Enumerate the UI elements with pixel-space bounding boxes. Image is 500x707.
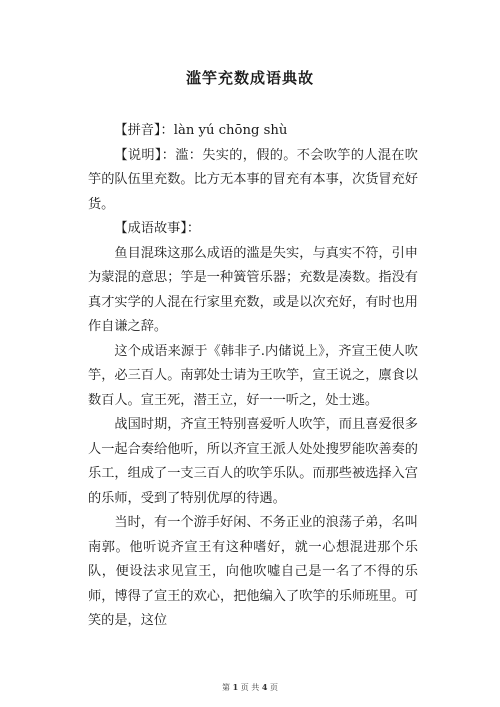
footer-page-number: 1 xyxy=(232,682,239,692)
footer-suffix: 页 xyxy=(269,683,278,692)
footer-total-pages: 4 xyxy=(261,682,268,692)
story-paragraph-3: 战国时期，齐宣王特别喜爱听人吹竽，而且喜爱很多人一起合奏给他听，所以齐宣王派人处处搜罗能吹善奏的乐工，组成了一支三百人的吹竽乐队。而那些被选择入宫的乐师，受到了特别优厚的待遇。 xyxy=(88,417,418,506)
footer-middle: 页 共 xyxy=(240,683,260,692)
story-paragraph-4: 当时，有一个游手好闲、不务正业的浪荡子弟，名叫南郭。他听说齐宣王有这种嗜好，就一心想混进那个乐队，便设法求见宣王，向他吹嘘自己是一名了不得的乐师，博得了宣王的欢心，把他编入了吹竽的乐师班里。可笑的是，这位 xyxy=(88,515,418,628)
shuoming-value: 滥：失实的，假的。不会吹竽的人混在吹竽的队伍里充数。比方无本事的冒充有本事，次货冒充好货。 xyxy=(88,147,418,212)
footer-prefix: 第 xyxy=(222,683,231,692)
story-label: 【成语故事】： xyxy=(114,221,201,236)
shuoming-label: 【说明】： xyxy=(114,147,176,163)
story-paragraph-2: 这个成语来源于《韩非子.内储说上》，齐宣王使人吹竽，必三百人。南郭处士请为王吹竽，宣王说之，廪食以数百人。宣王死，潜王立，好一一听之，处士逃。 xyxy=(88,343,418,408)
pinyin-label: 【拼音】： xyxy=(114,123,174,138)
pinyin-line xyxy=(88,119,418,144)
page-footer xyxy=(0,681,500,694)
document-body xyxy=(88,119,418,634)
story-paragraph-1: 鱼目混珠这那么成语的滥是失实，与真实不符，引申为蒙混的意思；竽是一种簧管乐器；充数是凑数。指没有真才实学的人混在行家里充数，或是以次充好，有时也用作自谦之辞。 xyxy=(88,245,418,334)
page-title: 滥竽充数成语典故 xyxy=(185,69,314,87)
shuoming-line xyxy=(88,144,418,218)
pinyin-value: làn yú chōng shù xyxy=(173,123,288,138)
